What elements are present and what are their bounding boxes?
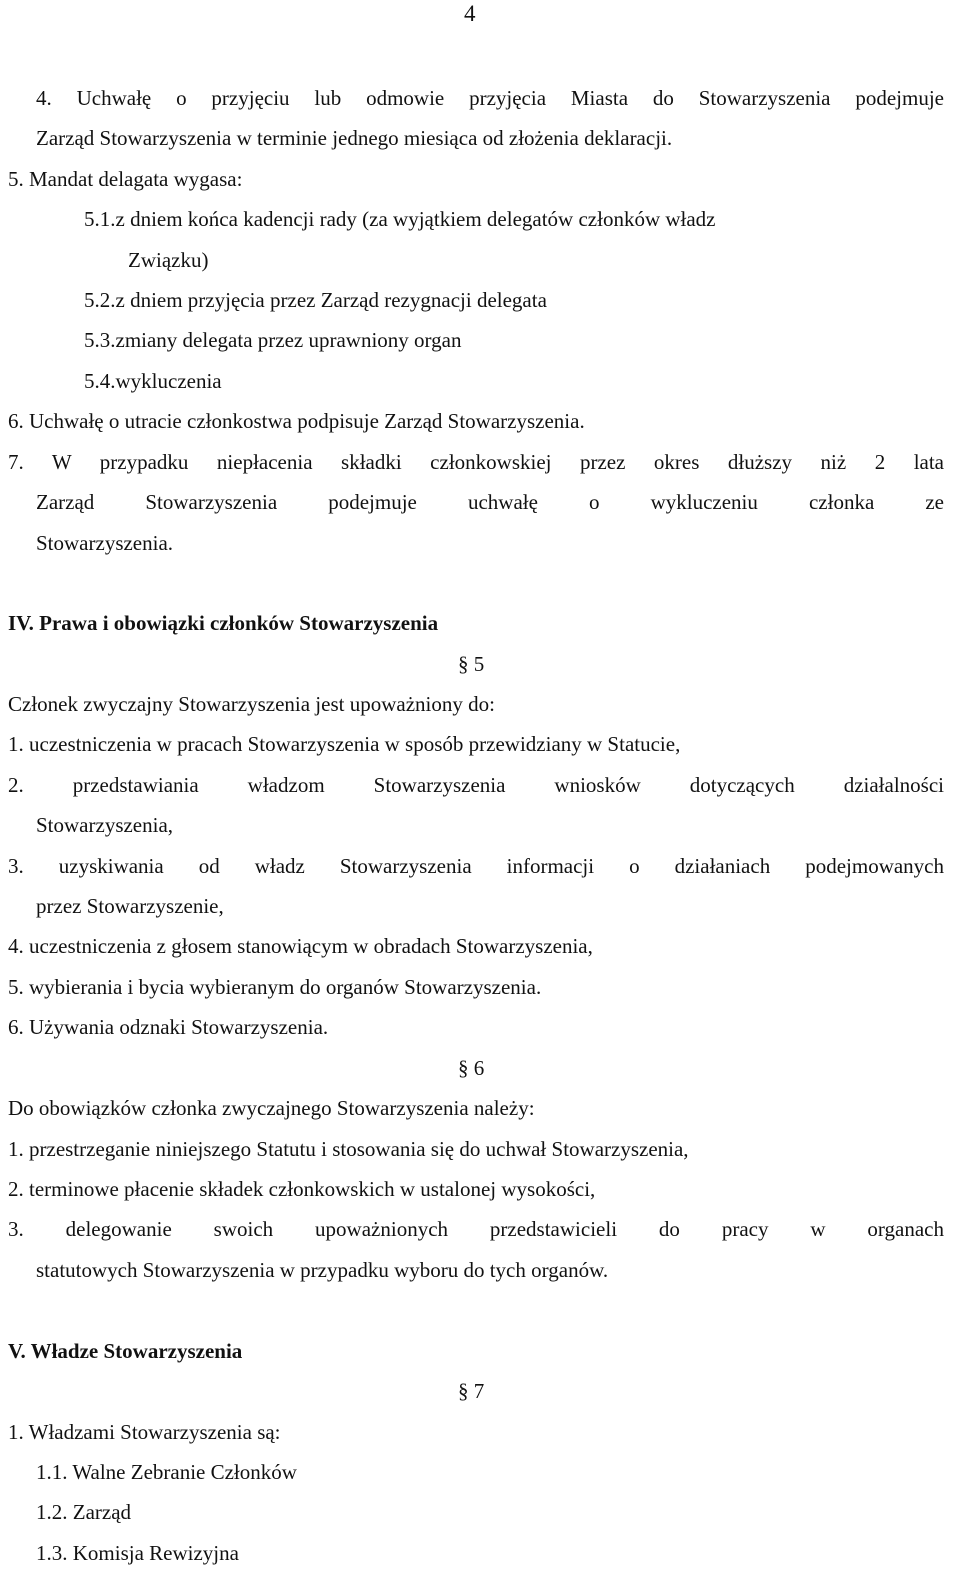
section-5-item-2-line-1: 2. przedstawiania władzom Stowarzyszenia wniosków dotyczących działalności — [8, 773, 944, 797]
section-5-item-2-line-2: Stowarzyszenia, — [36, 813, 174, 837]
section-6-intro: Do obowiązków członka zwyczajnego Stowarzyszenia należy: — [8, 1096, 535, 1120]
section-5-item-3-line-1: 3. uzyskiwania od władz Stowarzyszenia informacji o działaniach podejmowanych — [8, 854, 944, 878]
item-5-3: 5.3.zmiany delegata przez uprawniony organ — [84, 328, 462, 352]
section-6-item-1: 1. przestrzeganie niniejszego Statutu i stosowania się do uchwał Stowarzyszenia, — [8, 1137, 689, 1161]
paragraph-4-line-2: Zarząd Stowarzyszenia w terminie jednego miesiąca od złożenia deklaracji. — [36, 126, 673, 150]
section-5-item-5: 5. wybierania i bycia wybieranym do organów Stowarzyszenia. — [8, 975, 542, 999]
section-7-item-1: 1. Władzami Stowarzyszenia są: — [8, 1420, 281, 1444]
section-6-item-3-line-2: statutowych Stowarzyszenia w przypadku wyboru do tych organów. — [36, 1258, 609, 1282]
section-7-item-1-3: 1.3. Komisja Rewizyjna — [36, 1541, 239, 1565]
item-5-2: 5.2.z dniem przyjęcia przez Zarząd rezygnacji delegata — [84, 288, 547, 312]
paragraph-7-line-1: 7. W przypadku niepłacenia składki członkowskiej przez okres dłuższy niż 2 lata — [8, 450, 944, 474]
item-5-4: 5.4.wykluczenia — [84, 369, 222, 393]
page-number: 4 — [464, 1, 476, 26]
item-5-1-line-2: Związku) — [128, 248, 209, 272]
paragraph-6: 6. Uchwałę o utracie członkostwa podpisuje Zarząd Stowarzyszenia. — [8, 409, 585, 433]
section-6-item-2: 2. terminowe płacenie składek członkowskich w ustalonej wysokości, — [8, 1177, 596, 1201]
section-7-item-1-1: 1.1. Walne Zebranie Członków — [36, 1460, 297, 1484]
section-5-item-1: 1. uczestniczenia w pracach Stowarzyszenia w sposób przewidziany w Statucie, — [8, 732, 681, 756]
section-5-item-4: 4. uczestniczenia z głosem stanowiącym w obradach Stowarzyszenia, — [8, 934, 593, 958]
section-6-item-3-line-1: 3. delegowanie swoich upoważnionych przedstawicieli do pracy w organach — [8, 1217, 944, 1241]
section-sign-6: § 6 — [458, 1056, 485, 1080]
section-5-item-6: 6. Używania odznaki Stowarzyszenia. — [8, 1015, 329, 1039]
item-5-1-line-1: 5.1.z dniem końca kadencji rady (za wyjątkiem delegatów członków władz — [84, 207, 716, 231]
paragraph-5-heading: 5. Mandat delagata wygasa: — [8, 167, 243, 191]
section-5-intro: Członek zwyczajny Stowarzyszenia jest upoważniony do: — [8, 692, 495, 716]
section-v-heading: V. Władze Stowarzyszenia — [8, 1339, 243, 1363]
paragraph-7-line-2: Zarząd Stowarzyszenia podejmuje uchwałę o wykluczeniu członka ze — [36, 490, 944, 514]
section-iv-heading: IV. Prawa i obowiązki członków Stowarzyszenia — [8, 611, 439, 635]
section-7-item-1-2: 1.2. Zarząd — [36, 1500, 132, 1524]
paragraph-4-line-1: 4. Uchwałę o przyjęciu lub odmowie przyjęcia Miasta do Stowarzyszenia podejmuje — [36, 86, 944, 110]
section-sign-7: § 7 — [458, 1379, 485, 1403]
section-sign-5: § 5 — [458, 652, 485, 676]
section-5-item-3-line-2: przez Stowarzyszenie, — [36, 894, 224, 918]
paragraph-7-line-3: Stowarzyszenia. — [36, 531, 174, 555]
